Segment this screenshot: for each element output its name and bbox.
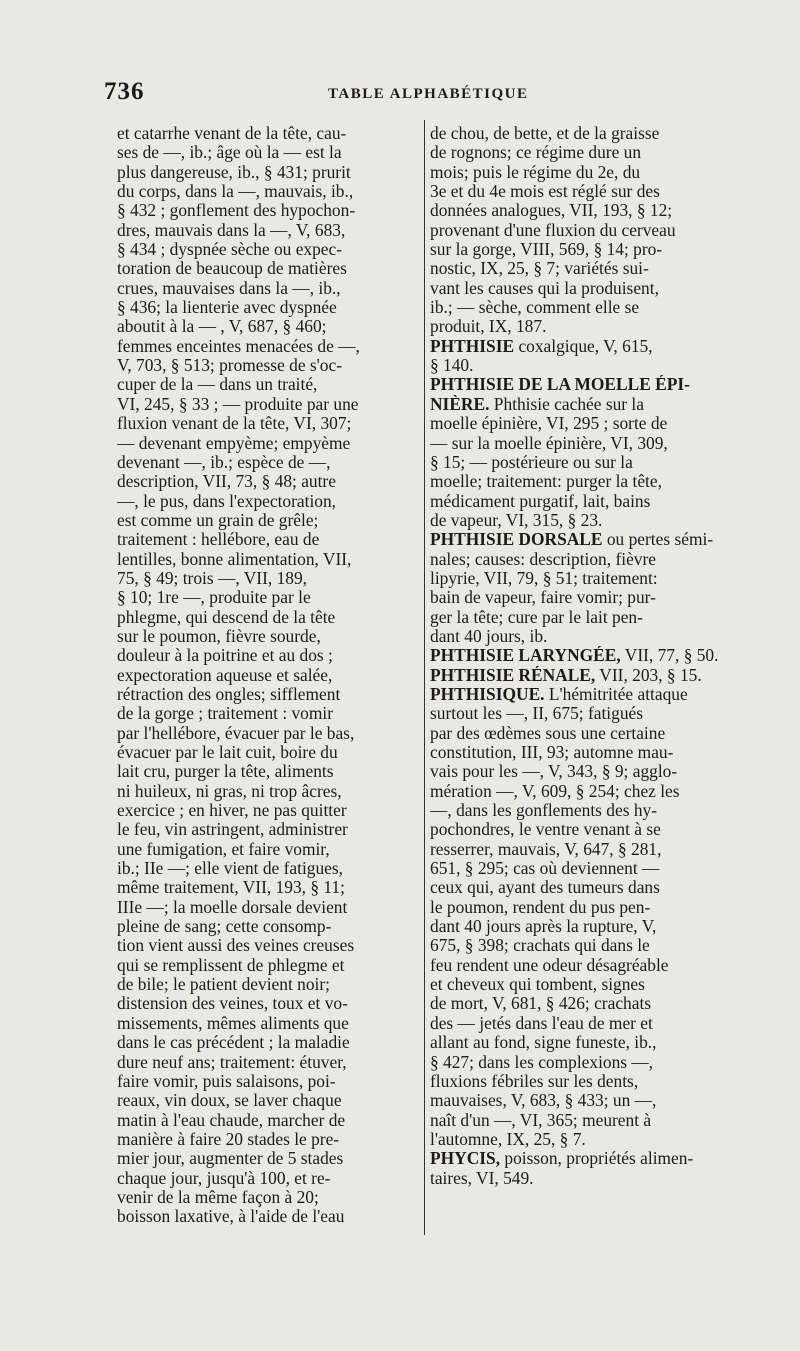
entry-text: des — jetés dans l'eau de mer et: [430, 1013, 653, 1033]
entry-text: médicament purgatif, lait, bains: [430, 491, 651, 511]
text-line: lentilles, bonne alimentation, VII,: [117, 549, 352, 569]
entry-text: sur la gorge, VIII, 569, § 14; pro-: [430, 240, 663, 260]
text-line: [430, 1111, 746, 1130]
text-line: évacuer par le lait cuit, boire du: [117, 743, 338, 762]
text-line: crues, mauvaises dans la —, ib.,: [117, 278, 341, 298]
text-line: le feu, vin astringent, administrer: [117, 820, 348, 840]
text-line: venir de la même façon à 20;: [117, 1187, 319, 1207]
text-line: toration de beaucoup de matières: [117, 259, 347, 279]
entry-text: lipyrie, VII, 79, § 51; traitement:: [430, 568, 658, 588]
text-line: [430, 724, 746, 743]
entry-text: 675, § 398; crachats qui dans le: [430, 936, 650, 956]
text-line: ni huileux, ni gras, ni trop âcres,: [117, 781, 342, 801]
text-line: VI, 245, § 33 ; — produite par une: [117, 394, 359, 414]
entry-text: L'hémitritée attaque: [544, 684, 688, 704]
text-line: [430, 704, 746, 723]
entry-text: de rognons; ce régime dure un: [430, 143, 642, 163]
entry-text: § 427; dans les complexions —,: [430, 1052, 654, 1072]
entry-text: VII, 203, § 15.: [595, 665, 702, 685]
text-line: dans le cas précédent ; la maladie: [117, 1033, 350, 1053]
text-line: [430, 1091, 746, 1110]
entry-text: § 140.: [430, 356, 474, 376]
text-line: même traitement, VII, 193, § 11;: [117, 878, 345, 898]
text-line: [430, 163, 746, 182]
entry-text: mois; puis le régime du 2e, du: [430, 162, 641, 182]
text-line: § 432 ; gonflement des hypochon-: [117, 201, 356, 221]
page-number: 736: [104, 78, 145, 105]
headword: NIÈRE.: [430, 394, 490, 414]
text-line: douleur à la poitrine et au dos ;: [117, 646, 333, 666]
entry-text: 651, § 295; cas où deviennent —: [430, 859, 660, 879]
index-entry-line: [430, 337, 746, 356]
headword: PHTHISIE DE LA MOELLE ÉPI-: [430, 375, 690, 395]
text-line: [430, 840, 746, 859]
text-line: de bile; le patient devient noir;: [117, 975, 330, 995]
entry-text: allant au fond, signe funeste, ib.,: [430, 1033, 657, 1053]
left-column: [117, 124, 417, 1227]
text-line: [430, 1033, 746, 1052]
entry-text: mauvaises, V, 683, § 433; un —,: [430, 1091, 657, 1111]
text-line: par l'hellébore, évacuer par le bas,: [117, 723, 355, 743]
text-line: plus dangereuse, ib., § 431; prurit: [117, 162, 351, 182]
right-column: [430, 124, 746, 1188]
text-line: [430, 317, 746, 336]
entry-text: moelle épinière, VI, 295 ; sorte de: [430, 414, 668, 434]
text-line: [430, 511, 746, 530]
text-line: [430, 1053, 746, 1072]
text-line: femmes enceintes menacées de —,: [117, 336, 360, 356]
text-line: IIIe —; la moelle dorsale devient: [117, 897, 348, 917]
text-line: traitement : hellébore, eau de: [117, 530, 320, 550]
running-title: TABLE ALPHABÉTIQUE: [328, 86, 529, 102]
text-line: [430, 143, 746, 162]
headword: PHTHISIQUE.: [430, 684, 545, 704]
text-line: [430, 1014, 746, 1033]
entry-text: poisson, propriétés alimen-: [500, 1149, 694, 1169]
text-line: [430, 453, 746, 472]
entry-text: données analogues, VII, 193, § 12;: [430, 201, 673, 221]
text-line: manière à faire 20 stades le pre-: [117, 1129, 340, 1149]
text-line: chaque jour, jusqu'à 100, et re-: [117, 1168, 331, 1188]
entry-text: Phthisie cachée sur la: [489, 394, 644, 414]
entry-text: —, dans les gonflements des hy-: [430, 801, 658, 821]
text-line: ses de —, ib.; âge où la — est la: [117, 143, 342, 163]
text-line: reaux, vin doux, se laver chaque: [117, 1091, 342, 1111]
page-header: [104, 78, 760, 110]
text-line: [430, 124, 746, 143]
headword: PHTHISIE DORSALE: [430, 530, 603, 550]
index-entry-line: [430, 375, 746, 394]
text-line: [430, 279, 746, 298]
text-line: [430, 434, 746, 453]
text-line: [430, 356, 746, 375]
text-line: [430, 298, 746, 317]
entry-text: vais pour les —, V, 343, § 9; agglo-: [430, 762, 678, 782]
entry-text: ou pertes sémi-: [602, 530, 714, 550]
text-line: aboutit à la — , V, 687, § 460;: [117, 317, 327, 337]
entry-text: coxalgique, V, 615,: [514, 336, 653, 356]
text-line: [430, 878, 746, 897]
entry-text: ger la tête; cure par le lait pen-: [430, 607, 643, 627]
text-line: § 436; la lienterie avec dyspnée: [117, 298, 337, 318]
text-line: [430, 608, 746, 627]
entry-text: pochondres, le ventre venant à se: [430, 820, 661, 840]
entry-text: de mort, V, 681, § 426; crachats: [430, 994, 652, 1014]
entry-text: l'automne, IX, 25, § 7.: [430, 1129, 586, 1149]
entry-text: resserrer, mauvais, V, 647, § 281,: [430, 839, 662, 859]
entry-text: le poumon, rendent du pus pen-: [430, 897, 651, 917]
text-line: [430, 1130, 746, 1149]
text-line: [430, 588, 746, 607]
entry-text: feu rendent une odeur désagréable: [430, 955, 669, 975]
text-line: [430, 898, 746, 917]
text-line: tion vient aussi des veines creuses: [117, 936, 355, 956]
text-line: mier jour, augmenter de 5 stades: [117, 1149, 344, 1169]
text-line: sur le poumon, fièvre sourde,: [117, 626, 321, 646]
entry-text: nales; causes: description, fièvre: [430, 549, 656, 569]
text-line: [430, 782, 746, 801]
text-line: dres, mauvais dans la —, V, 683,: [117, 220, 346, 240]
text-line: [430, 221, 746, 240]
entry-text: ceux qui, ayant des tumeurs dans: [430, 878, 660, 898]
entry-text: taires, VI, 549.: [430, 1168, 534, 1188]
headword: PHTHISIE RÉNALE,: [430, 665, 596, 685]
text-line: [430, 994, 746, 1013]
text-line: [430, 762, 746, 781]
entry-text: mération —, V, 609, § 254; chez les: [430, 781, 680, 801]
entry-text: VII, 77, § 50.: [620, 646, 719, 666]
entry-text: ib.; — sèche, comment elle se: [430, 298, 640, 318]
text-line: V, 703, § 513; promesse de s'oc-: [117, 356, 342, 376]
text-line: pleine de sang; cette consomp-: [117, 917, 332, 937]
text-line: description, VII, 73, § 48; autre: [117, 472, 336, 492]
text-line: [430, 240, 746, 259]
text-line: [430, 820, 746, 839]
entry-text: de vapeur, VI, 315, § 23.: [430, 510, 603, 530]
text-line: [430, 975, 746, 994]
text-line: faire vomir, puis salaisons, poi-: [117, 1071, 336, 1091]
text-line: phlegme, qui descend de la tête: [117, 607, 336, 627]
text-line: —, le pus, dans l'expectoration,: [117, 491, 337, 511]
entry-text: de chou, de bette, et de la graisse: [430, 124, 660, 143]
text-line: [430, 917, 746, 936]
text-line: dure neuf ans; traitement: étuver,: [117, 1052, 347, 1072]
text-line: qui se remplissent de phlegme et: [117, 955, 345, 975]
text-line: [430, 414, 746, 433]
text-line: ib.; IIe —; elle vient de fatigues,: [117, 859, 344, 879]
index-entry-line: [430, 666, 746, 685]
text-line: expectoration aqueuse et salée,: [117, 665, 333, 685]
text-line: boisson laxative, à l'aide de l'eau: [117, 1207, 345, 1227]
entry-text: bain de vapeur, faire vomir; pur-: [430, 588, 656, 608]
entry-text: par des œdèmes sous une certaine: [430, 723, 666, 743]
index-entry-line: [430, 646, 746, 665]
text-line: § 10; 1re —, produite par le: [117, 588, 311, 608]
text-line: fluxion venant de la tête, VI, 307;: [117, 414, 352, 434]
text-line: [430, 472, 746, 491]
text-line: § 434 ; dyspnée sèche ou expec-: [117, 240, 343, 260]
entry-text: vant les causes qui la produisent,: [430, 278, 659, 298]
entry-text: constitution, III, 93; automne mau-: [430, 743, 674, 762]
text-line: est comme un grain de grêle;: [117, 510, 319, 530]
headword: PHYCIS,: [430, 1149, 501, 1169]
text-line: [430, 801, 746, 820]
text-line: devenant —, ib.; espèce de —,: [117, 452, 331, 472]
text-line: [430, 201, 746, 220]
text-line: [430, 936, 746, 955]
text-line: distension des veines, toux et vo-: [117, 994, 348, 1014]
text-line: [430, 550, 746, 569]
text-line: [430, 492, 746, 511]
text-line: exercice ; en hiver, ne pas quitter: [117, 801, 347, 821]
entry-text: nostic, IX, 25, § 7; variétés sui-: [430, 259, 649, 279]
text-line: [430, 859, 746, 878]
text-line: missements, mêmes aliments que: [117, 1013, 349, 1033]
entry-text: — sur la moelle épinière, VI, 309,: [430, 433, 668, 453]
text-line: 75, § 49; trois —, VII, 189,: [117, 568, 308, 588]
text-line: de la gorge ; traitement : vomir: [117, 704, 334, 724]
entry-text: dant 40 jours, ib.: [430, 626, 548, 646]
text-line: cuper de la — dans un traité,: [117, 375, 318, 395]
text-line: [430, 627, 746, 646]
entry-text: surtout les —, II, 675; fatigués: [430, 704, 644, 724]
text-line: [430, 259, 746, 278]
text-line: lait cru, purger la tête, aliments: [117, 762, 334, 782]
text-line: et catarrhe venant de la tête, cau-: [117, 124, 347, 143]
text-line: [430, 743, 746, 762]
text-line: rétraction des ongles; sifflement: [117, 684, 341, 704]
entry-text: naît d'un —, VI, 365; meurent à: [430, 1110, 652, 1130]
entry-text: dant 40 jours après la rupture, V,: [430, 917, 657, 937]
entry-text: et cheveux qui tombent, signes: [430, 975, 645, 995]
entry-text: 3e et du 4e mois est réglé sur des: [430, 182, 660, 202]
index-entry-line: [430, 530, 746, 549]
entry-text: moelle; traitement: purger la tête,: [430, 472, 662, 492]
text-line: du corps, dans la —, mauvais, ib.,: [117, 182, 354, 202]
entry-text: § 15; — postérieure ou sur la: [430, 452, 633, 472]
text-line: une fumigation, et faire vomir,: [117, 839, 330, 859]
text-line: matin à l'eau chaude, marcher de: [117, 1110, 346, 1130]
entry-text: fluxions fébriles sur les dents,: [430, 1071, 639, 1091]
text-line: [430, 182, 746, 201]
index-entry-line: [430, 685, 746, 704]
index-entry-line: [430, 1149, 746, 1168]
text-line: [430, 1169, 746, 1188]
column-divider: [424, 120, 425, 1235]
headword: PHTHISIE: [430, 336, 515, 356]
text-line: [430, 569, 746, 588]
text-line: [430, 1072, 746, 1091]
entry-text: produit, IX, 187.: [430, 317, 547, 337]
text-line: — devenant empyème; empyème: [117, 433, 351, 453]
index-entry-line: [430, 395, 746, 414]
headword: PHTHISIE LARYNGÉE,: [430, 646, 621, 666]
text-line: [430, 956, 746, 975]
entry-text: provenant d'une fluxion du cerveau: [430, 220, 676, 240]
